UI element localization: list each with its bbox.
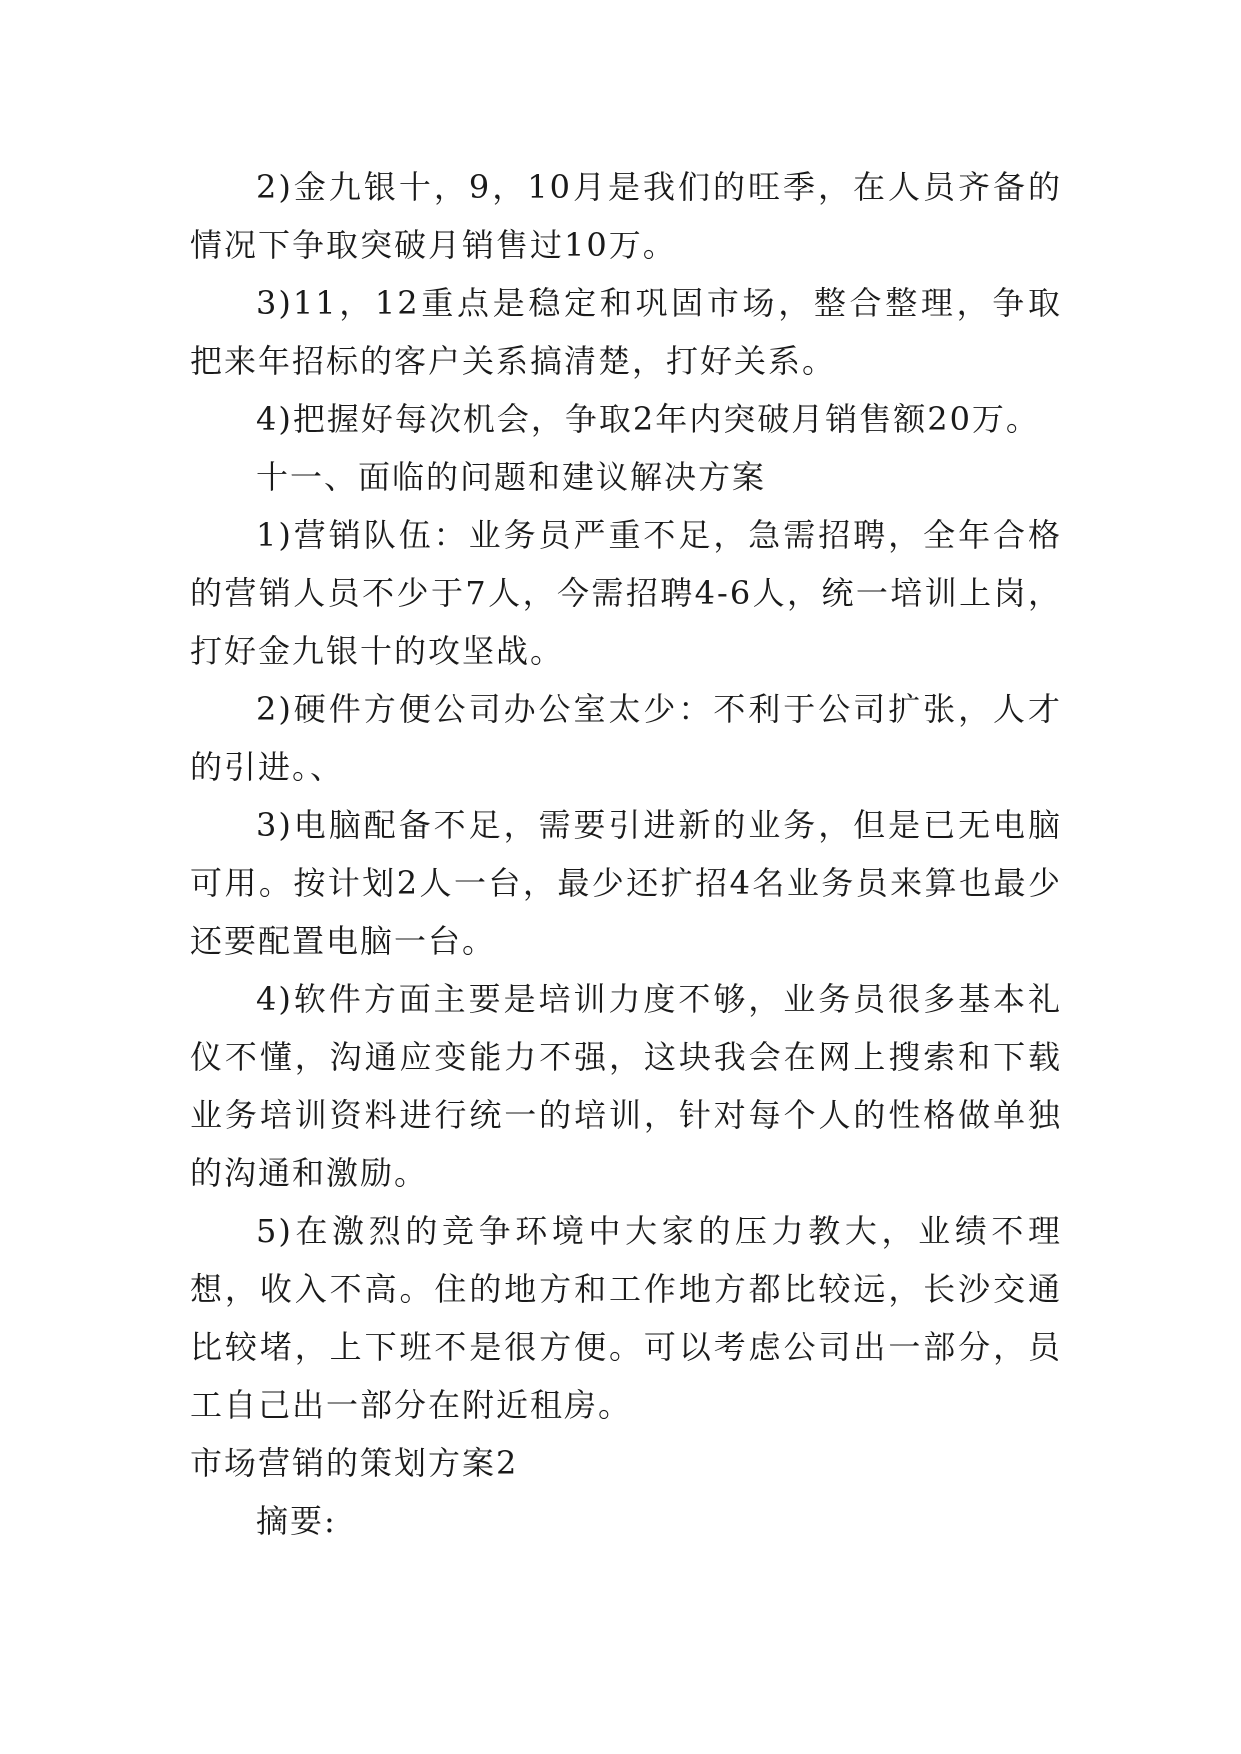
paragraph-goal-4: 4)把握好每次机会，争取2年内突破月销售额20万。 xyxy=(256,400,1040,438)
abstract-label: 摘要: xyxy=(256,1502,337,1540)
section-heading-problems: 十一、面临的问题和建议解决方案 xyxy=(256,458,767,496)
paragraph-problem-5: 5)在激烈的竞争环境中大家的压力教大，业绩不理想，收入不高。住的地方和工作地方都比较远，长沙交通比较堵，上下班不是很方便。可以考虑公司出一部分，员工自己出一部分在附近租房。 xyxy=(190,1212,1062,1424)
paragraph-problem-1: 1)营销队伍：业务员严重不足，急需招聘，全年合格的营销人员不少于7人，今需招聘4-6人，统一培训上岗，打好金九银十的攻坚战。 xyxy=(190,516,1062,670)
paragraph-problem-4: 4)软件方面主要是培训力度不够，业务员很多基本礼仪不懂，沟通应变能力不强，这块我会在网上搜索和下载业务培训资料进行统一的培训，针对每个人的性格做单独的沟通和激励。 xyxy=(190,980,1062,1192)
paragraph-problem-3: 3)电脑配备不足，需要引进新的业务，但是已无电脑可用。按计划2人一台，最少还扩招4名业务员来算也最少还要配置电脑一台。 xyxy=(190,806,1062,960)
section-title: 市场营销的策划方案2 xyxy=(190,1444,519,1482)
paragraph-goal-2: 2)金九银十，9，10月是我们的旺季，在人员齐备的情况下争取突破月销售过10万。 xyxy=(190,168,1062,264)
paragraph-goal-3: 3)11，12重点是稳定和巩固市场，整合整理，争取把来年招标的客户关系搞清楚，打好关系。 xyxy=(190,284,1062,380)
paragraph-problem-2: 2)硬件方便公司办公室太少：不利于公司扩张，人才的引进。、 xyxy=(190,690,1062,786)
document-body xyxy=(190,158,1062,1550)
